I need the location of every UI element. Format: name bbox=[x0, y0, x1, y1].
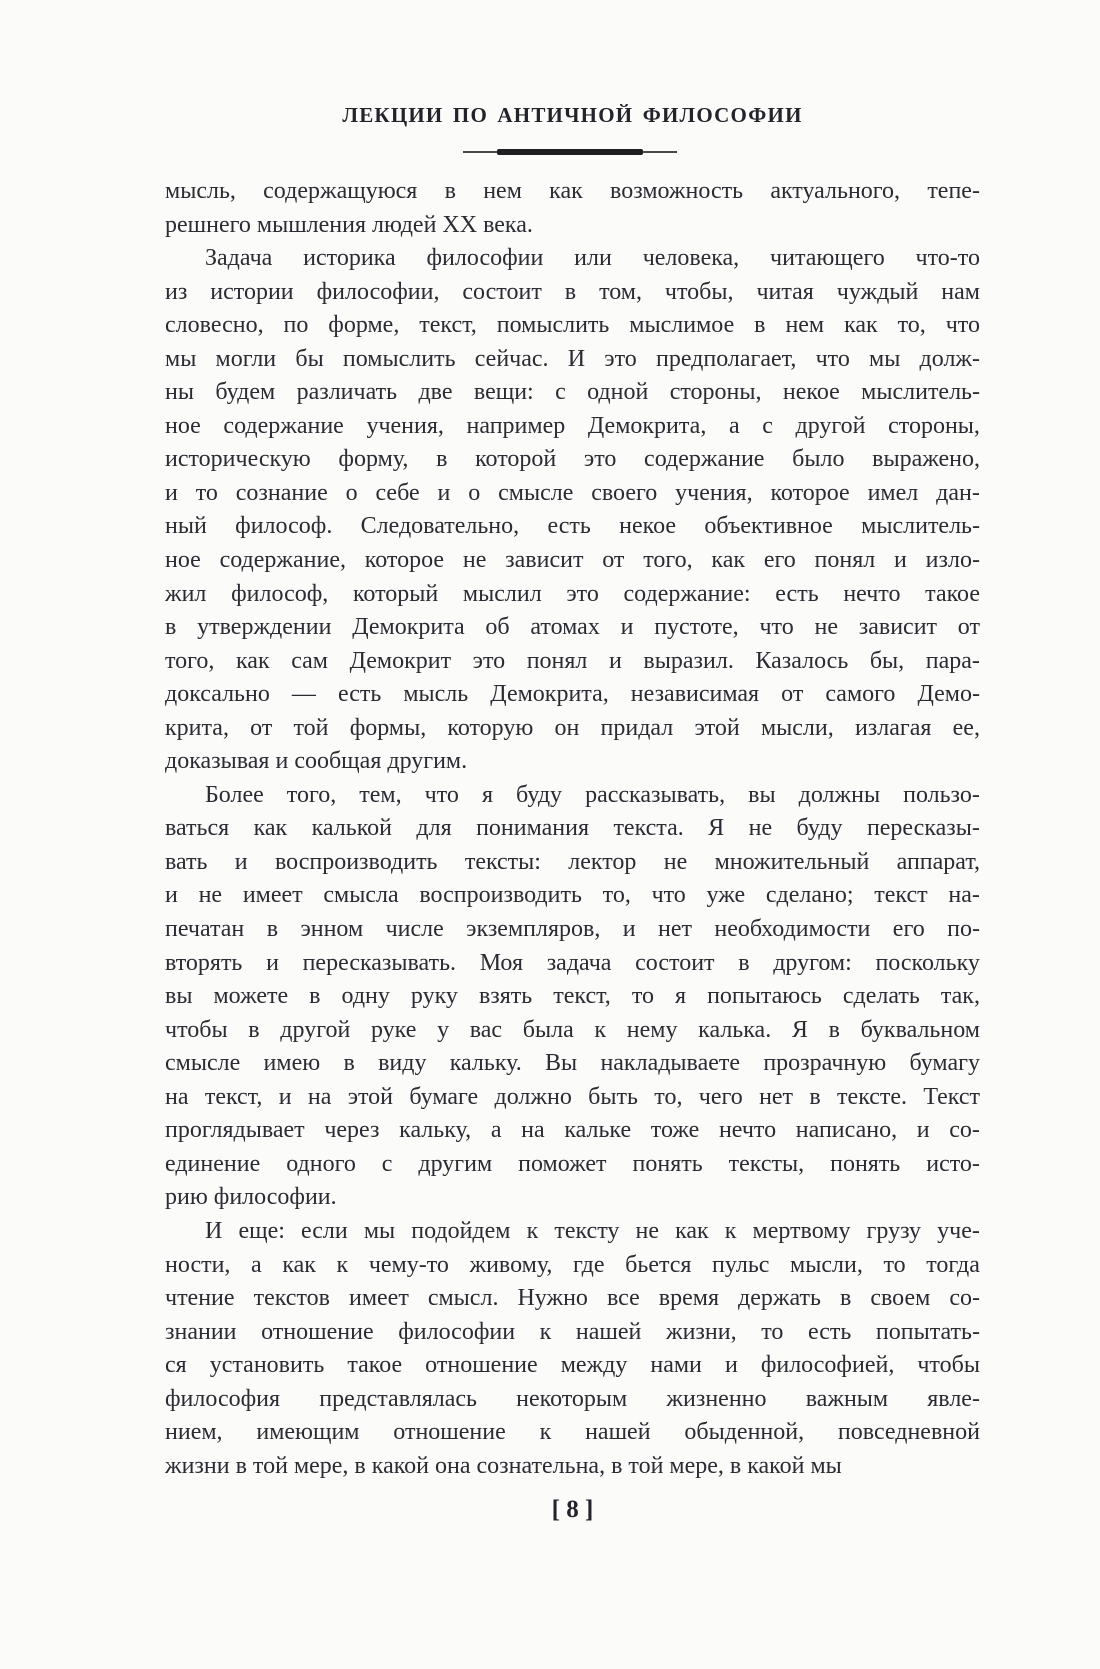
text-line: чтение текстов имеет смысл. Нужно все время держать в своем со- bbox=[165, 1285, 980, 1312]
header-divider bbox=[463, 149, 677, 155]
text-line: ности, а как к чему-то живому, где бьется пульс мысли, то тогда bbox=[165, 1251, 980, 1278]
text-line: знании отношение философии к нашей жизни, то есть попытать- bbox=[165, 1318, 980, 1345]
text-line: ный философ. Следовательно, есть некое объективное мыслитель- bbox=[165, 513, 980, 540]
text-line: печатан в энном числе экземпляров, и нет необходимости его по- bbox=[165, 916, 980, 943]
text-line: И еще: если мы подойдем к тексту не как к мертвому грузу уче- bbox=[205, 1217, 980, 1244]
text-line: доказывая и сообщая другим. bbox=[165, 748, 468, 775]
text-line: мысль, содержащуюся в нем как возможность актуального, тепе- bbox=[165, 178, 980, 204]
text-line: Задача историка философии или человека, читающего что-то bbox=[205, 245, 980, 272]
text-line: ное содержание учения, например Демокрита, а с другой стороны, bbox=[165, 412, 980, 439]
text-line: словесно, по форме, текст, помыслить мыслимое в нем как то, что bbox=[165, 312, 980, 339]
text-line: в утверждении Демокрита об атомах и пустоте, что не зависит от bbox=[165, 614, 980, 641]
text-line: того, как сам Демокрит это понял и выразил. Казалось бы, пара- bbox=[165, 647, 980, 674]
text-line: проглядывает через кальку, а на кальке тоже нечто написано, и со- bbox=[165, 1117, 980, 1144]
text-line: ваться как калькой для понимания текста. Я не буду пересказы- bbox=[165, 815, 980, 842]
body-text bbox=[165, 175, 980, 1483]
page-number: [ 8 ] bbox=[551, 1496, 594, 1523]
text-line: из истории философии, состоит в том, чтобы, читая чуждый нам bbox=[165, 278, 980, 305]
text-line: смысле имею в виду кальку. Вы накладываете прозрачную бумагу bbox=[165, 1050, 980, 1077]
text-line: историческую форму, в которой это содержание было выражено, bbox=[165, 446, 980, 473]
text-line: и то сознание о себе и о смысле своего учения, которое имел дан- bbox=[165, 479, 980, 506]
text-line: жил философ, который мыслил это содержание: есть нечто такое bbox=[165, 580, 980, 607]
text-line: чтобы в другой руке у вас была к нему калька. Я в буквальном bbox=[165, 1016, 980, 1043]
text-line: вать и воспроизводить тексты: лектор не множительный аппарат, bbox=[165, 848, 980, 875]
text-line: вторять и пересказывать. Моя задача состоит в другом: поскольку bbox=[165, 949, 980, 976]
text-line: Более того, тем, что я буду рассказывать, вы должны пользо- bbox=[205, 781, 980, 808]
text-line: ны будем различать две вещи: с одной стороны, некое мыслитель- bbox=[165, 379, 980, 406]
text-line: нием, имеющим отношение к нашей обыденной, повседневной bbox=[165, 1419, 980, 1446]
divider-thick-rule bbox=[497, 149, 643, 155]
text-line: вы можете в одну руку взять текст, то я попытаюсь сделать так, bbox=[165, 983, 980, 1010]
text-line: и не имеет смысла воспроизводить то, что уже сделано; текст на- bbox=[165, 882, 980, 909]
running-title: ЛЕКЦИИ ПО АНТИЧНОЙ ФИЛОСОФИИ bbox=[342, 103, 803, 127]
text-line: единение одного с другим поможет понять тексты, понять исто- bbox=[165, 1150, 980, 1177]
text-line: ное содержание, которое не зависит от того, как его понял и изло- bbox=[165, 547, 980, 574]
text-line: жизни в той мере, в какой она сознательна, в той мере, в какой мы bbox=[165, 1452, 842, 1479]
text-line: решнего мышления людей XX века. bbox=[165, 211, 533, 238]
text-line: ся установить такое отношение между нами и философией, чтобы bbox=[165, 1352, 980, 1379]
text-line: мы могли бы помыслить сейчас. И это предполагает, что мы долж- bbox=[165, 345, 980, 372]
text-line: доксально — есть мысль Демокрита, независимая от самого Демо- bbox=[165, 681, 980, 708]
text-line: крита, от той формы, которую он придал этой мысли, излагая ее, bbox=[165, 714, 980, 741]
text-line: на текст, и на этой бумаге должно быть то, чего нет в тексте. Текст bbox=[165, 1083, 980, 1110]
text-line: философия представлялась некоторым жизненно важным явле- bbox=[165, 1385, 980, 1412]
text-line: рию философии. bbox=[165, 1184, 337, 1211]
